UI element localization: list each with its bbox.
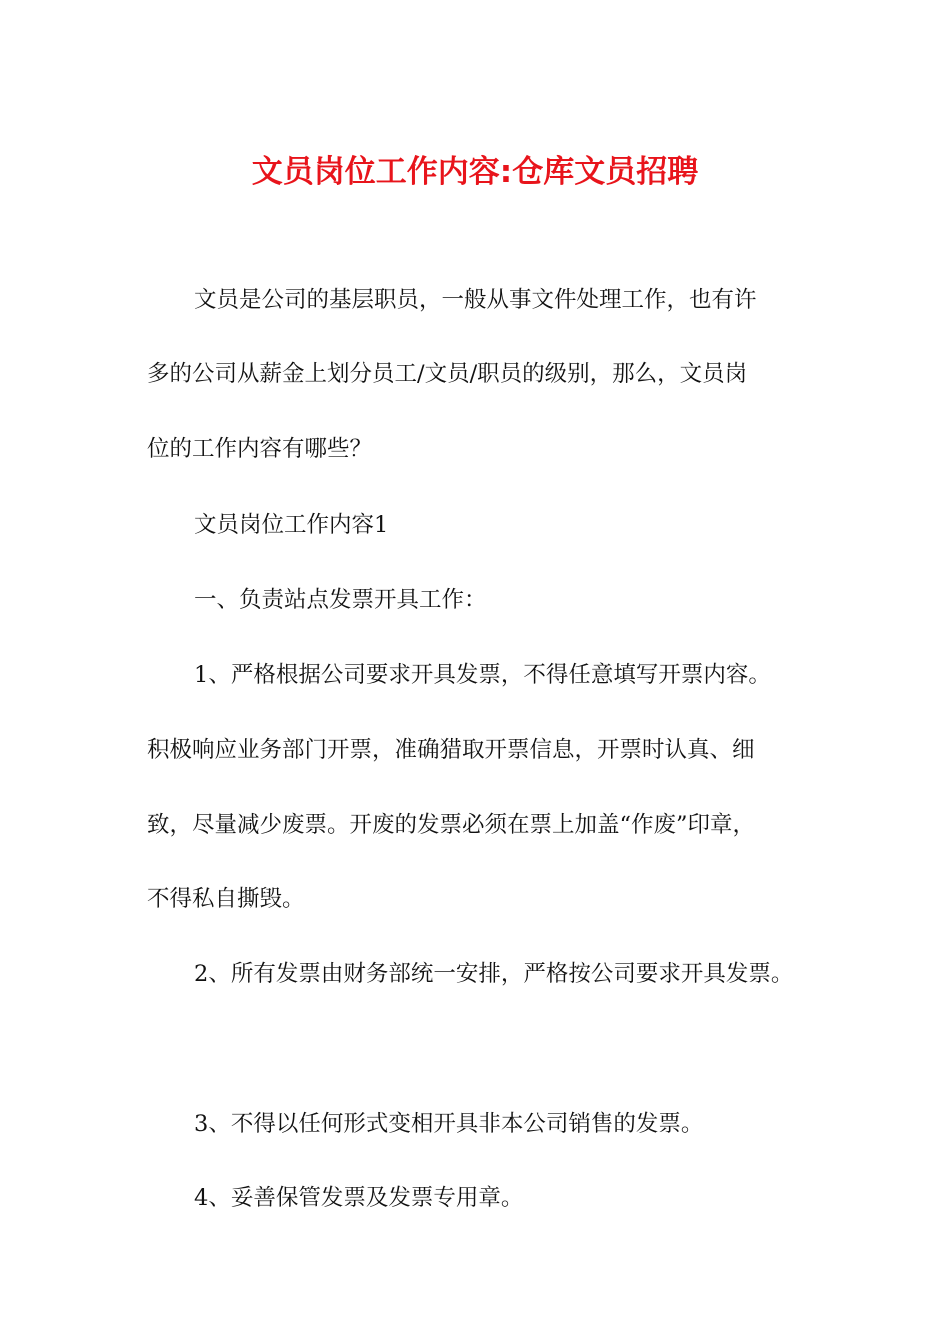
list-heading: 一、负责站点发票开具工作： (194, 587, 487, 613)
paragraph-line: 不得私自撕毁。 (147, 886, 305, 912)
paragraph-line: 致，尽量减少废票。开废的发票必须在票上加盖“作废”印章， (147, 812, 756, 838)
paragraph-line: 位的工作内容有哪些？ (147, 436, 373, 462)
list-item: 1、严格根据公司要求开具发票，不得任意填写开票内容。 (194, 662, 771, 688)
paragraph-line: 多的公司从薪金上划分员工/文员/职员的级别，那么，文员岗 (147, 361, 748, 387)
list-item: 3、不得以任何形式变相开具非本公司销售的发票。 (194, 1111, 704, 1137)
paragraph-line: 文员是公司的基层职员，一般从事文件处理工作，也有许 (194, 287, 757, 313)
list-item: 2、所有发票由财务部统一安排，严格按公司要求开具发票。 (194, 961, 794, 987)
page-title: 文员岗位工作内容:仓库文员招聘 (251, 154, 699, 190)
paragraph-line: 积极响应业务部门开票，准确猎取开票信息，开票时认真、细 (147, 737, 755, 763)
section-heading: 文员岗位工作内容1 (194, 512, 389, 538)
list-item: 4、妥善保管发票及发票专用章。 (194, 1185, 524, 1211)
